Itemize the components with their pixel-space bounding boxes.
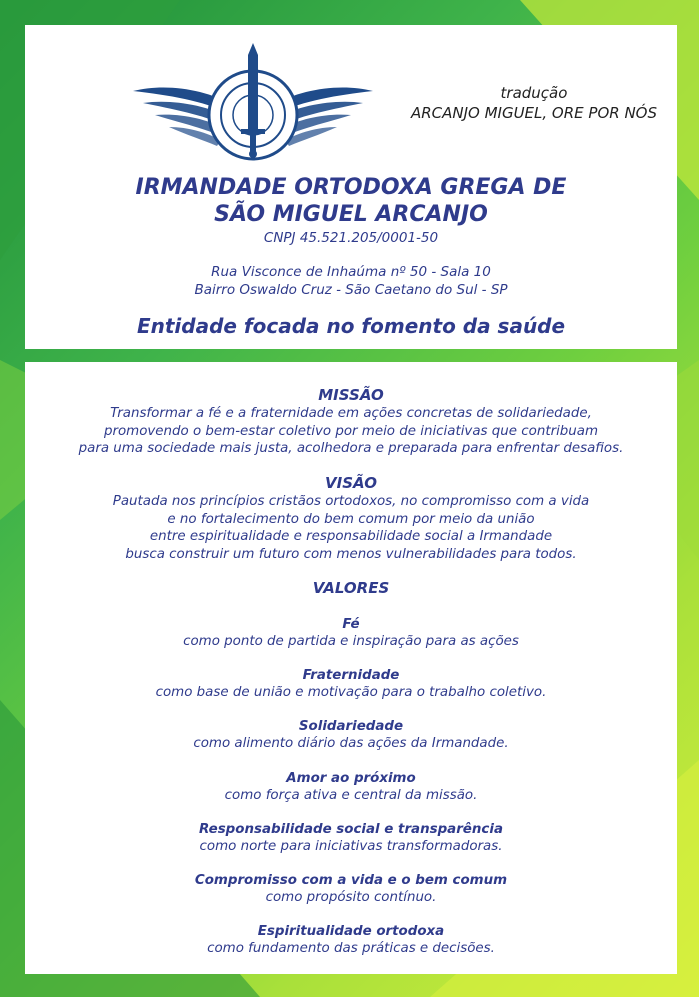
- page-title-line1: IRMANDADE ORTODOXA GREGA DE: [135, 175, 567, 200]
- mission-line: Transformar a fé e a fraternidade em ações concretas de solidariedade,: [110, 406, 592, 421]
- vision-line: entre espiritualidade e responsabilidade social a Irmandade: [149, 529, 553, 544]
- header-panel: [25, 25, 677, 349]
- content-panel: [25, 362, 677, 974]
- value-desc: como alimento diário das ações da Irmandade.: [193, 736, 509, 751]
- translation-note: [411, 83, 657, 123]
- cnpj: CNPJ 45.521.205/0001-50: [263, 230, 439, 246]
- value-name: Fé: [342, 617, 360, 632]
- value-desc: como força ativa e central da missão.: [224, 788, 478, 803]
- address-line1: Rua Visconce de Inhaúma nº 50 - Sala 10: [211, 264, 491, 280]
- value-desc: como ponto de partida e inspiração para as ações: [183, 634, 519, 649]
- value-desc: como base de união e motivação para o trabalho coletivo.: [155, 685, 547, 700]
- translation-label: tradução: [500, 84, 568, 102]
- mission-line: para uma sociedade mais justa, acolhedora e preparada para enfrentar desafios.: [78, 441, 624, 456]
- value-desc: como propósito contínuo.: [265, 890, 437, 905]
- value-name: Solidariedade: [298, 719, 404, 734]
- vision-text: [25, 493, 677, 563]
- value-desc: como fundamento das práticas e decisões.: [207, 941, 495, 956]
- mission-line: promovendo o bem-estar coletivo por meio de iniciativas que contribuam: [103, 423, 599, 439]
- value-name: Responsabilidade social e transparência: [198, 822, 503, 837]
- value-name: Espiritualidade ortodoxa: [257, 924, 445, 939]
- value-name: Fraternidade: [302, 668, 400, 683]
- vision-line: e no fortalecimento do bem comum por meio da união: [167, 511, 535, 527]
- page-title-line2: SÃO MIGUEL ARCANJO: [214, 202, 488, 227]
- values-title: VALORES: [312, 579, 390, 597]
- value-name: Amor ao próximo: [286, 771, 416, 786]
- value-name: Compromisso com a vida e o bem comum: [194, 873, 508, 888]
- vision-line: Pautada nos princípios cristãos ortodoxos, no compromisso com a vida: [112, 494, 590, 509]
- vision-title: VISÃO: [325, 474, 377, 492]
- value-desc: como norte para iniciativas transformadoras.: [199, 839, 503, 854]
- address-line2: Bairro Oswaldo Cruz - São Caetano do Sul - SP: [194, 282, 508, 298]
- mission-text: [25, 405, 677, 458]
- vision-line: busca construir um futuro com menos vulnerabilidades para todos.: [125, 546, 577, 562]
- winged-sword-seal-icon: [125, 43, 381, 163]
- translation-text: ARCANJO MIGUEL, ORE POR NÓS: [410, 104, 657, 122]
- focus-statement: Entidade focada no fomento da saúde: [136, 314, 566, 338]
- mission-title: MISSÃO: [318, 386, 384, 404]
